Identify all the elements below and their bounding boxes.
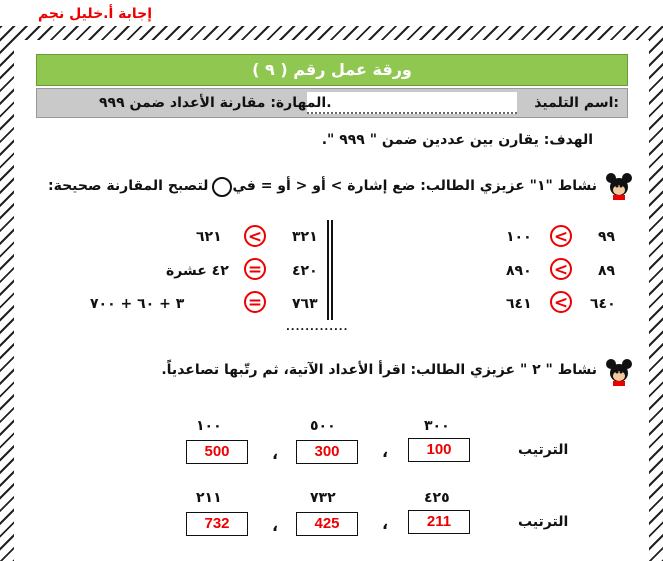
comma-separator: ،: [382, 514, 389, 533]
info-bar: [36, 88, 628, 118]
decorative-border-left: [0, 26, 14, 561]
order-answer-2[interactable]: 425: [296, 512, 358, 536]
compare-right-2-right: ٨٩٠: [506, 263, 532, 279]
given-number: ٢١١: [196, 490, 222, 506]
compare-left-2-left: ٤٢٠: [292, 263, 318, 279]
compare-left-1-symbol[interactable]: <: [244, 225, 266, 247]
author-credit: إجابة أ.خليل نجم: [37, 6, 153, 22]
mickey-mascot-icon: [605, 172, 633, 200]
compare-right-1-left: ٩٩: [598, 229, 616, 245]
compare-right-3-right: ٦٤١: [506, 296, 532, 312]
student-name-field[interactable]: [307, 92, 517, 114]
column-divider: [331, 220, 333, 320]
compare-right-3-left: ٦٤٠: [590, 296, 616, 312]
compare-right-2-symbol[interactable]: <: [550, 258, 572, 280]
empty-circle-icon: [212, 177, 232, 197]
student-name-label: اسم التلميذ:: [534, 95, 619, 111]
compare-right-1-symbol[interactable]: <: [550, 225, 572, 247]
compare-right-2-left: ٨٩: [598, 263, 616, 279]
decorative-border-right: [649, 26, 663, 561]
activity1-instruction-start: نشاط "١" عزيزي الطالب: ضع إشارة > أو < أو = في: [232, 178, 597, 194]
compare-left-1-left: ٣٢١: [292, 229, 318, 245]
comma-separator: ،: [382, 442, 389, 461]
order-answer-1[interactable]: 100: [408, 438, 470, 462]
dotted-separator: .............: [286, 322, 349, 333]
given-number: ٥٠٠: [310, 418, 336, 434]
activity1-instruction-end: لتصبح المقارنة صحيحة:: [48, 178, 209, 194]
order-label: الترتيب: [518, 514, 569, 530]
activity2-instruction: نشاط " ٢ " عزيزي الطالب: اقرأ الأعداد الآتية، ثم رتّبها تصاعدياً.: [161, 362, 597, 378]
compare-left-2-symbol[interactable]: =: [244, 258, 266, 280]
order-answer-3[interactable]: 500: [186, 440, 248, 464]
compare-left-3-symbol[interactable]: =: [244, 291, 266, 313]
given-number: ١٠٠: [196, 418, 222, 434]
order-label: الترتيب: [518, 442, 569, 458]
compare-left-3-right: ٣ + ٦٠ + ٧٠٠: [90, 296, 185, 312]
compare-right-3-symbol[interactable]: <: [550, 291, 572, 313]
compare-left-1-right: ٦٢١: [196, 229, 222, 245]
given-number: ٣٠٠: [424, 418, 450, 434]
worksheet-title: ورقة عمل رقم ( ٩ ): [36, 54, 628, 86]
given-number: ٧٣٢: [310, 490, 336, 506]
goal-text: الهدف: يقارن بين عددين ضمن " ٩٩٩ ".: [321, 132, 593, 148]
order-answer-3[interactable]: 732: [186, 512, 248, 536]
comma-separator: ،: [272, 516, 279, 535]
order-answer-1[interactable]: 211: [408, 510, 470, 534]
mickey-mascot-icon: [605, 358, 633, 386]
order-answer-2[interactable]: 300: [296, 440, 358, 464]
skill-label: المهارة: مقارنة الأعداد ضمن ٩٩٩.: [99, 95, 332, 111]
column-divider: [327, 220, 329, 320]
decorative-border-top: [0, 26, 663, 40]
given-number: ٤٢٥: [424, 490, 450, 506]
compare-left-3-left: ٧٦٣: [292, 296, 318, 312]
comma-separator: ،: [272, 444, 279, 463]
compare-left-2-right: ٤٢ عشرة: [166, 263, 229, 279]
compare-right-1-right: ١٠٠: [506, 229, 532, 245]
